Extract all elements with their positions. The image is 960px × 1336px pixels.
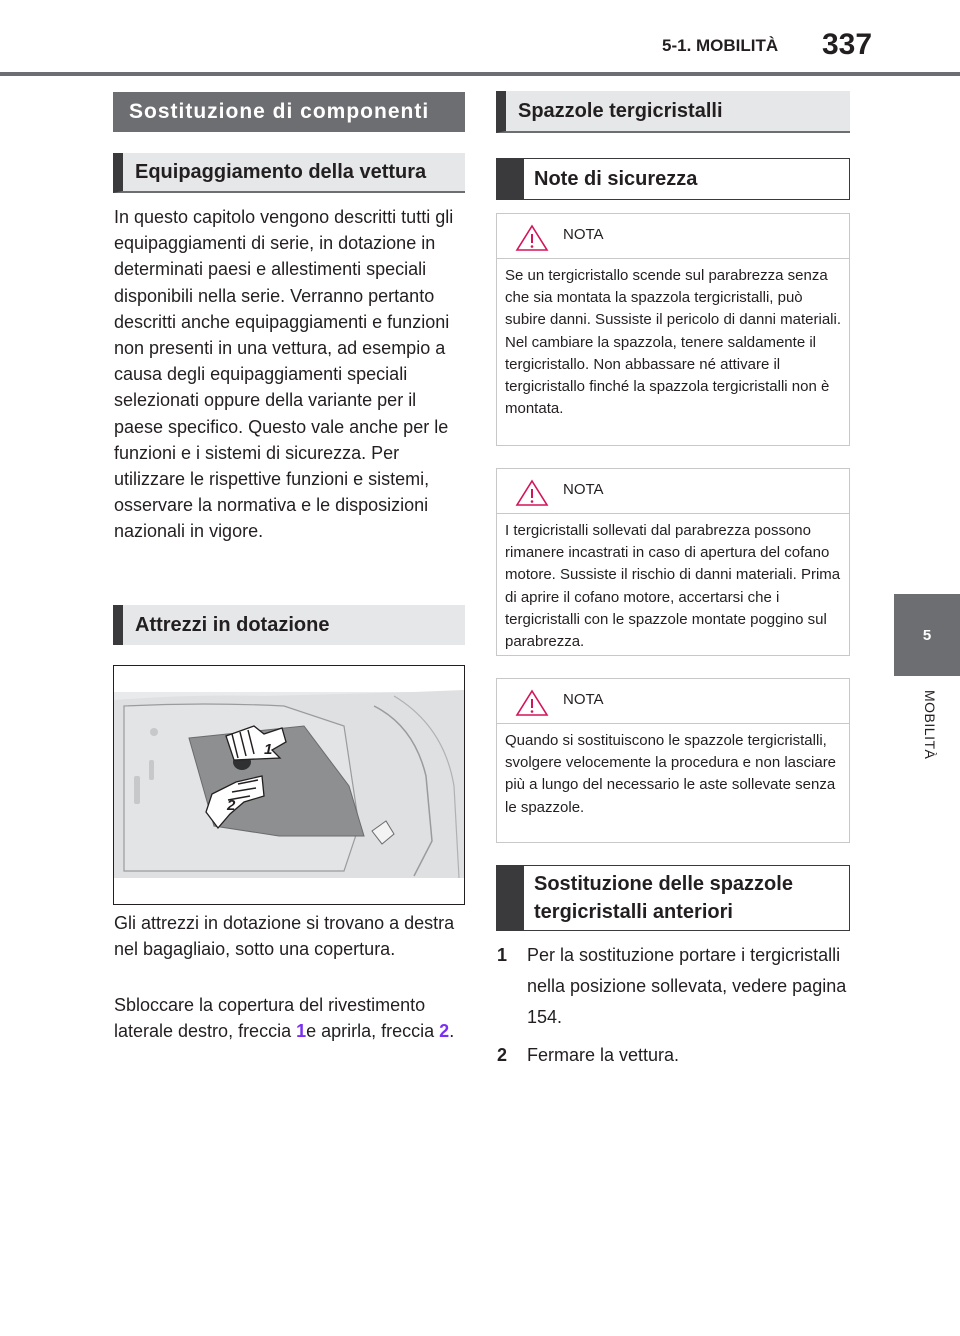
tools-paragraph-2 [114, 992, 464, 1044]
equipment-text: In questo capitolo vengono descritti tutti gli equipaggiamenti di serie, in dotazione in determinati paesi e allestimenti speciali disponibili nella serie. Verranno pertanto descritti anche equipaggiamenti e funzioni non presenti in una vettura, ad esempio a causa degli equipaggiamenti speciali selezionati oppure della variante per il paese specifico. Questo vale anche per le funzioni e i sistemi di sicurezza. Per utilizzare le rispettive funzioni e sistemi, osservare la normativa e le disposizioni nazionali in vigore. [114, 207, 454, 542]
page-number: 337 [822, 28, 873, 61]
chapter-tab-number: 5 [894, 594, 960, 676]
tools-paragraph-1 [114, 910, 464, 962]
subsection-title-replace: Sostituzione delle spazzole tergicristalli anteriori [496, 865, 850, 931]
note-box-2 [496, 468, 850, 656]
section-title-wipers: Spazzole tergicristalli [496, 91, 850, 133]
note-box-1 [496, 213, 850, 446]
subsection-title-tools: Attrezzi in dotazione [113, 605, 465, 645]
warning-triangle-icon [515, 479, 549, 507]
running-header: 5-1. MOBILITÀ [662, 36, 779, 55]
trunk-illustration [114, 666, 464, 904]
warning-triangle-icon [515, 224, 549, 252]
chapter-tab-label: MOBILITÀ [922, 690, 938, 760]
warning-triangle-icon [515, 689, 549, 717]
note-box-3 [496, 678, 850, 843]
tools-text-2-b: e aprirla, freccia [306, 1021, 440, 1042]
note-header [497, 469, 849, 514]
note-header [497, 679, 849, 724]
note-header [497, 214, 849, 259]
note-text: Quando si sostituiscono le spazzole tergicristalli, svolgere velocemente la procedura e non lasciare più a lungo del necessario le aste sollevate senza le spazzole. [505, 732, 837, 816]
header-rule [0, 72, 960, 76]
figure-callout-1: 1 [264, 741, 273, 758]
tools-text-2-a: Sbloccare la copertura del rivestimento laterale destro, freccia [114, 995, 426, 1042]
step-text: Fermare la vettura. [527, 1045, 680, 1065]
step-item [497, 1040, 847, 1071]
step-text: Per la sostituzione portare i tergicristalli nella posizione sollevata, vedere pagina 154. [527, 945, 847, 1027]
equipment-paragraph [114, 204, 464, 545]
tools-text-2-c: . [449, 1021, 455, 1042]
section-title-components: Sostituzione di componenti [113, 92, 465, 132]
note-label: NOTA [563, 481, 604, 498]
subsection-title-equipment: Equipaggiamento della vettura [113, 153, 465, 193]
step-item [497, 940, 847, 1033]
tools-text-2 [114, 992, 464, 1044]
note-label: NOTA [563, 691, 604, 708]
subsection-title-safety: Note di sicurezza [496, 158, 850, 200]
note-text: Se un tergicristallo scende sul parabrezza senza che sia montata la spazzola tergicristalli, può subire danni. Sussiste il pericolo di danni materiali. Nel cambiare la spazzola, tenere saldamente il tergicristallo. Non abbassare né attivare il tergicristallo finché la spazzola tergicristalli non è montata. [505, 267, 842, 418]
arrow-ref-2: 2 [439, 1021, 450, 1042]
trunk-tools-figure [113, 665, 465, 905]
arrow-ref-1: 1 [296, 1021, 307, 1042]
figure-callout-2: 2 [227, 797, 236, 814]
step-number: 1 [497, 945, 508, 965]
note-label: NOTA [563, 226, 604, 243]
steps-list [497, 940, 847, 1071]
step-number: 2 [497, 1045, 508, 1065]
tools-text-1: Gli attrezzi in dotazione si trovano a destra nel bagagliaio, sotto una copertura. [114, 913, 455, 960]
note-text: I tergicristalli sollevati dal parabrezza possono rimanere incastrati in caso di apertura del cofano motore. Sussiste il rischio di danni materiali. Prima di aprire il cofano motore, accertarsi che i tergicristalli con le spazzole montate poggino sul parabrezza. [505, 522, 841, 651]
